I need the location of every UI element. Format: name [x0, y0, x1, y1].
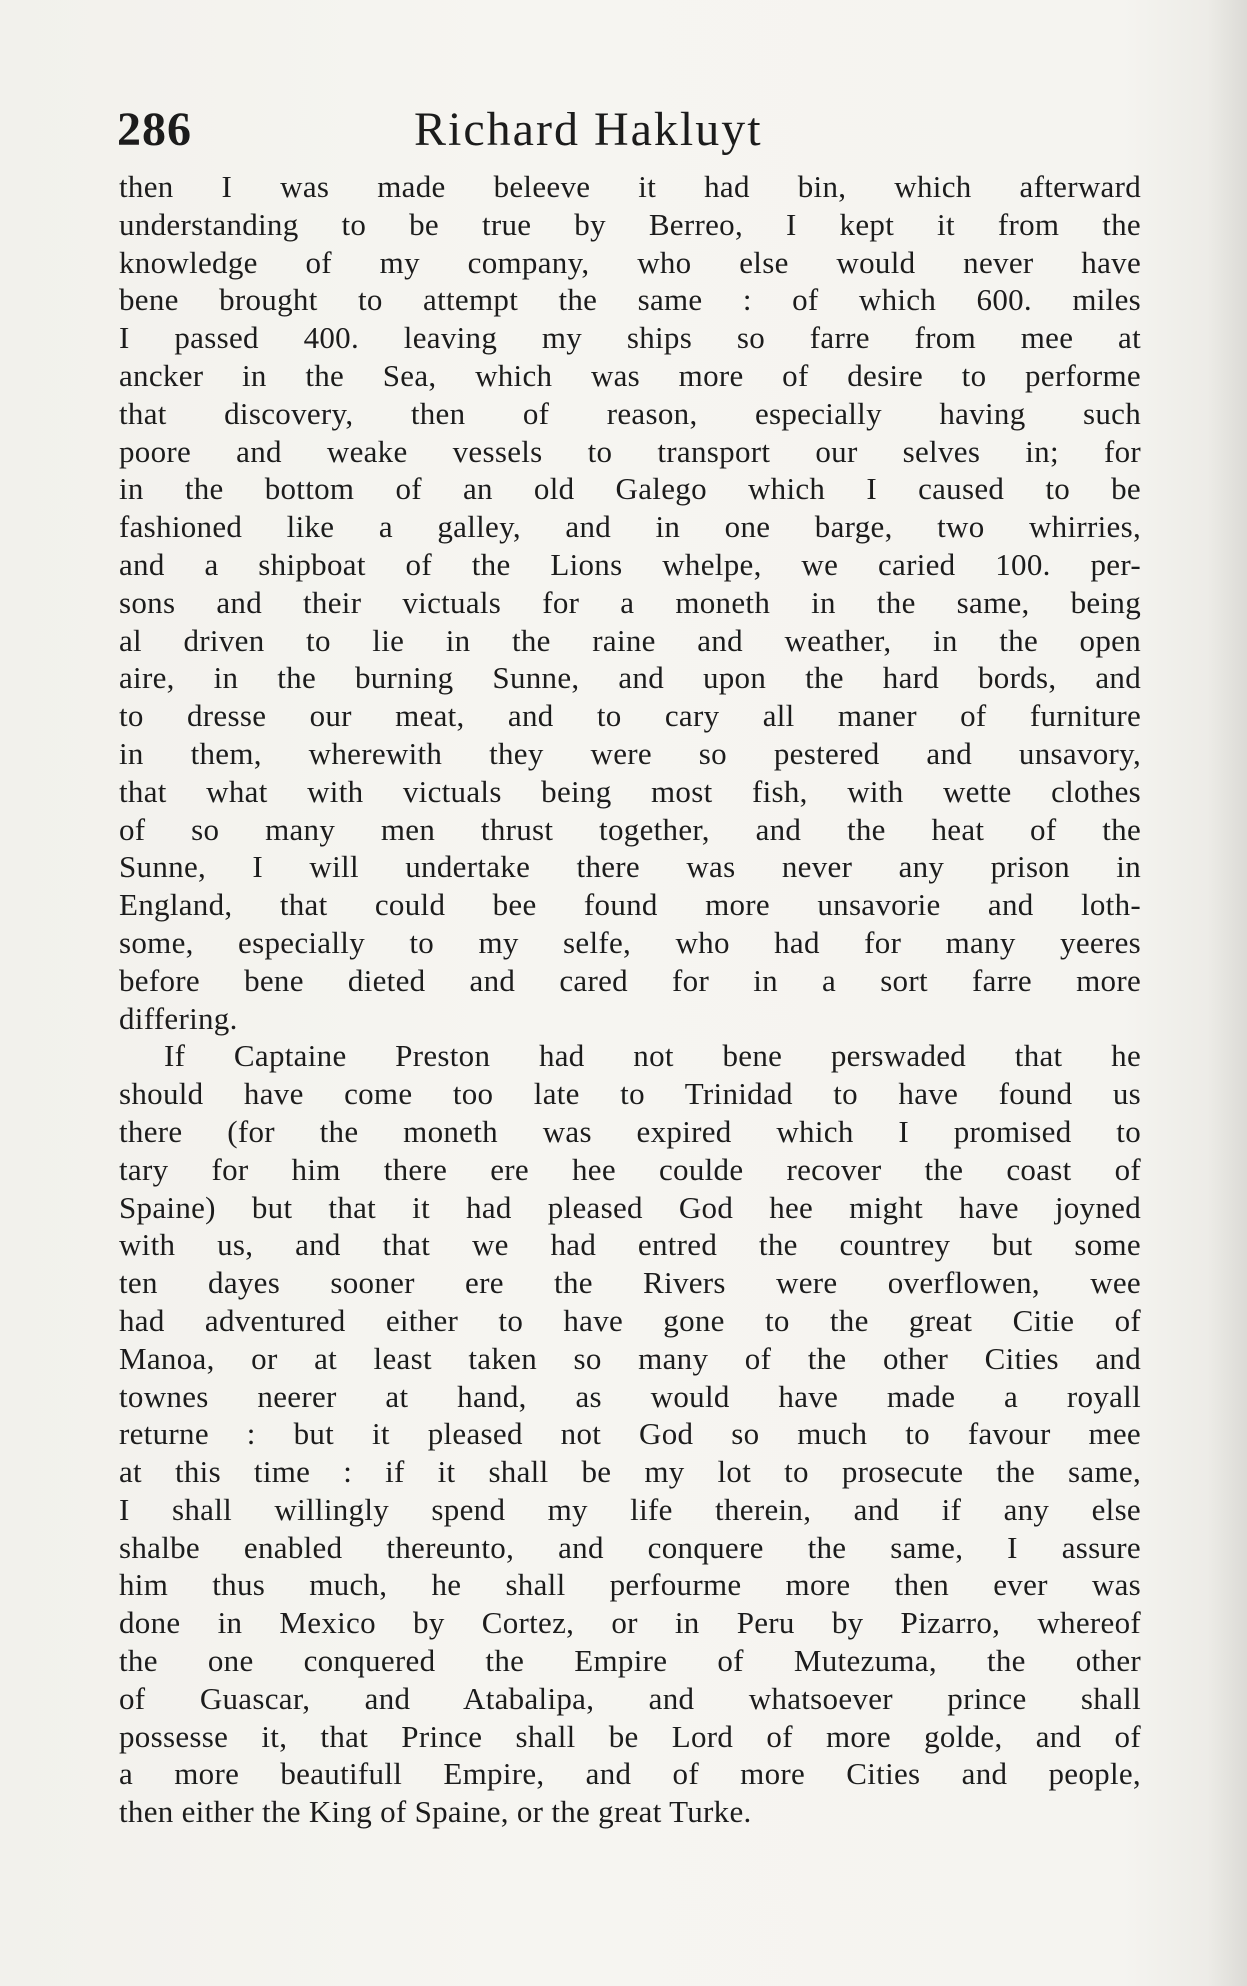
text-line: in the bottom of an old Galego which I caused to be: [119, 471, 1141, 507]
text-line: a more beautifull Empire, and of more Cities and people,: [119, 1756, 1141, 1792]
page-number: 286: [117, 103, 192, 156]
text-line: at this time : if it shall be my lot to prosecute the same,: [119, 1454, 1141, 1490]
text-line: I shall willingly spend my life therein, and if any else: [119, 1491, 1141, 1527]
text-line: I passed 400. leaving my ships so farre from mee at: [119, 320, 1141, 356]
text-line: differing.: [119, 1000, 238, 1036]
running-head: Richard Hakluyt: [414, 103, 763, 156]
text-line: the one conquered the Empire of Mutezuma, the other: [119, 1643, 1141, 1679]
text-line: returne : but it pleased not God so much to favour mee: [119, 1416, 1141, 1452]
text-line: possesse it, that Prince shall be Lord of more golde, and of: [119, 1718, 1141, 1754]
text-line: of Guascar, and Atabalipa, and whatsoever prince shall: [119, 1680, 1141, 1716]
text-line: ancker in the Sea, which was more of desire to performe: [119, 357, 1141, 393]
text-line: had adventured either to have gone to the great Citie of: [119, 1302, 1141, 1338]
text-line: before bene dieted and cared for in a sort farre more: [119, 962, 1141, 998]
text-line: that discovery, then of reason, especially having such: [119, 395, 1141, 431]
text-line: knowledge of my company, who else would never have: [119, 244, 1141, 280]
text-line: of so many men thrust together, and the heat of the: [119, 811, 1141, 847]
text-line: there (for the moneth was expired which I promised to: [119, 1113, 1141, 1149]
text-line: poore and weake vessels to transport our selves in; for: [119, 433, 1141, 469]
text-line: Sunne, I will undertake there was never any prison in: [119, 849, 1141, 885]
text-line: to dresse our meat, and to cary all maner of furniture: [119, 698, 1141, 734]
text-line: ten dayes sooner ere the Rivers were overflowen, wee: [119, 1265, 1141, 1301]
text-line: understanding to be true by Berreo, I kept it from the: [119, 206, 1141, 242]
text-line: done in Mexico by Cortez, or in Peru by Pizarro, whereof: [119, 1605, 1141, 1641]
text-line: then either the King of Spaine, or the great Turke.: [119, 1794, 752, 1830]
text-line: in them, wherewith they were so pestered and unsavory,: [119, 735, 1141, 771]
text-line: with us, and that we had entred the countrey but some: [119, 1227, 1141, 1263]
text-line: England, that could bee found more unsavorie and loth-: [119, 887, 1141, 923]
text-line: bene brought to attempt the same : of which 600. miles: [119, 282, 1141, 318]
text-line: some, especially to my selfe, who had for many yeeres: [119, 924, 1141, 960]
text-line: fashioned like a galley, and in one barge, two whirries,: [119, 509, 1141, 545]
text-line: Manoa, or at least taken so many of the other Cities and: [119, 1340, 1141, 1376]
text-line: Spaine) but that it had pleased God hee might have joyned: [119, 1189, 1141, 1225]
text-line: shalbe enabled thereunto, and conquere the same, I assure: [119, 1529, 1141, 1565]
text-line: aire, in the burning Sunne, and upon the hard bords, and: [119, 660, 1141, 696]
page-edge-shadow: [1207, 0, 1247, 1986]
text-line: al driven to lie in the raine and weather, in the open: [119, 622, 1141, 658]
text-line: him thus much, he shall perfourme more then ever was: [119, 1567, 1141, 1603]
text-line: should have come too late to Trinidad to have found us: [119, 1076, 1141, 1112]
text-line: sons and their victuals for a moneth in the same, being: [119, 584, 1141, 620]
text-line: If Captaine Preston had not bene perswaded that he: [164, 1038, 1141, 1074]
paragraph-1: [119, 168, 1141, 1037]
text-line: and a shipboat of the Lions whelpe, we caried 100. per-: [119, 546, 1141, 582]
page-header: [117, 100, 1137, 160]
body-text: [119, 168, 1141, 1831]
text-line: that what with victuals being most fish, with wette clothes: [119, 773, 1141, 809]
text-line: tary for him there ere hee coulde recover the coast of: [119, 1151, 1141, 1187]
text-line: then I was made beleeve it had bin, which afterward: [119, 169, 1141, 204]
paragraph-2: [119, 1037, 1141, 1831]
text-line: townes neerer at hand, as would have made a royall: [119, 1378, 1141, 1414]
